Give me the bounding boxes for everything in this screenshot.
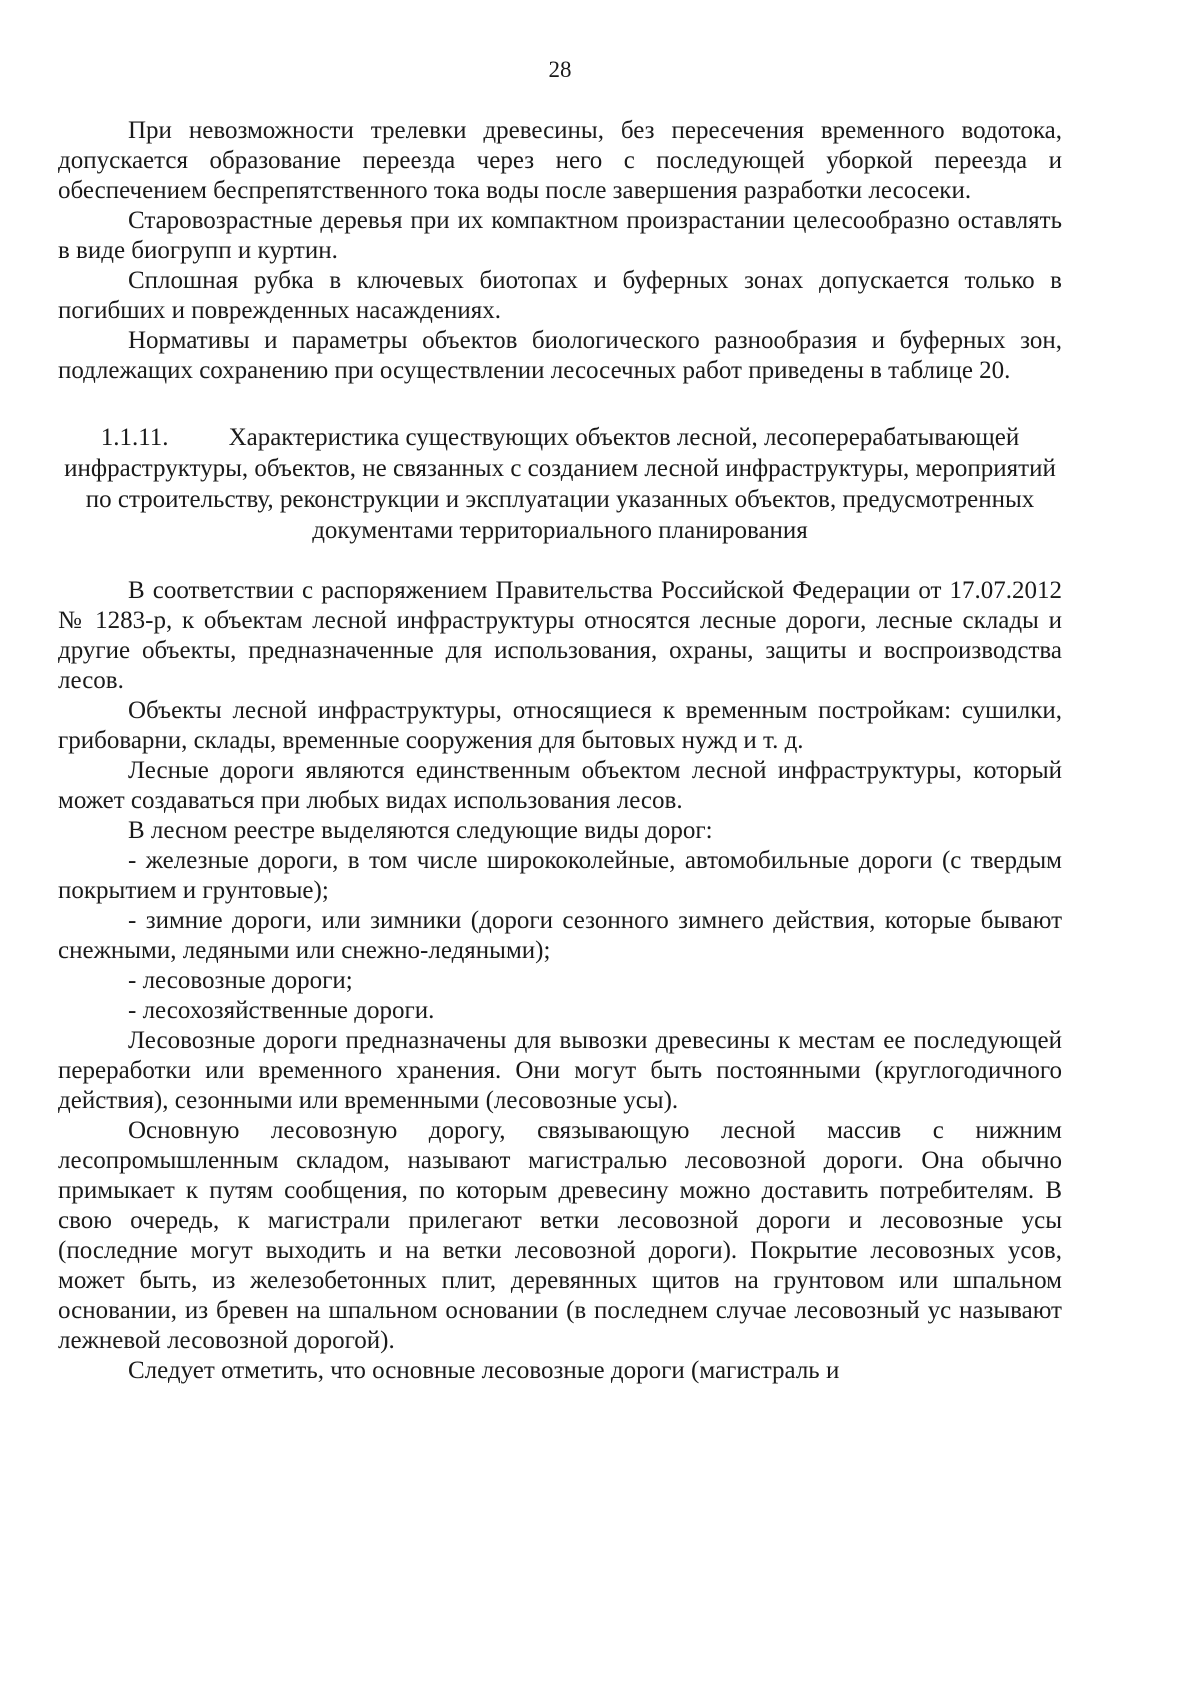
- section-title: Характеристика существующих объектов лесной, лесоперерабатывающей инфраструктуры, объектов, не связанных с созданием лесной инфраструктуры, мероприятий по строительству, реконструкции и эксплуатации указанных объектов, предусмотренных документами территориального планирования: [64, 424, 1056, 544]
- paragraph-logging-roads-purpose: Лесовозные дороги предназначены для вывозки древесины к местам ее последующей переработки или временного хранения. Они могут быть постоянными (круглогодичного действия), сезонными или временными (лесовозные усы).: [58, 1027, 1062, 1114]
- section-heading: [58, 422, 1062, 546]
- paragraph-road-types-intro: В лесном реестре выделяются следующие виды дорог:: [128, 817, 713, 844]
- paragraph-old-trees: Старовозрастные деревья при их компактном произрастании целесообразно оставлять в виде биогрупп и куртин.: [58, 207, 1062, 264]
- paragraph-main-road: Основную лесовозную дорогу, связывающую лесной массив с нижним лесопромышленным складом, называют магистралью лесовозной дороги. Она обычно примыкает к путям сообщения, по которым древесину можно доставить потребителям. В свою очередь, к магистрали прилегают ветки лесовозной дороги и лесовозные усы (последние могут выходить и на ветки лесовозной дороги). Покрытие лесовозных усов, может быть, из железобетонных плит, деревянных щитов на грунтовом или шпальном основании, из бревен на шпальном основании (в последнем случае лесовозный ус называют лежневой лесовозной дорогой).: [58, 1117, 1062, 1354]
- list-item-logging-roads: - лесовозные дороги;: [128, 967, 353, 994]
- page-number: 28: [548, 57, 572, 82]
- paragraph-clear-cutting: Сплошная рубка в ключевых биотопах и буферных зонах допускается только в погибших и поврежденных насаждениях.: [58, 267, 1062, 324]
- list-item-forestry-roads: - лесохозяйственные дороги.: [128, 997, 435, 1024]
- list-item-railways: - железные дороги, в том числе ширококолейные, автомобильные дороги (с твердым покрытием и грунтовые);: [58, 847, 1062, 904]
- list-item-winter-roads: - зимние дороги, или зимники (дороги сезонного зимнего действия, которые бывают снежными, ледяными или снежно-ледяными);: [58, 907, 1062, 964]
- paragraph-forest-roads: Лесные дороги являются единственным объектом лесной инфраструктуры, который может создаваться при любых видах использования лесов.: [58, 757, 1062, 814]
- section-body: [58, 576, 1062, 1386]
- paragraph-crossing: При невозможности трелевки древесины, без пересечения временного водотока, допускается образование переезда через него с последующей уборкой переезда и обеспечением беспрепятственного тока воды после завершения разработки лесосеки.: [58, 117, 1062, 204]
- paragraph-temporary-objects: Объекты лесной инфраструктуры, относящиеся к временным постройкам: сушилки, грибоварни, склады, временные сооружения для бытовых нужд и т. д.: [58, 697, 1062, 754]
- page-content: [58, 116, 1062, 1386]
- section-number: 1.1.11.: [100, 424, 169, 451]
- paragraph-infrastructure-definition: В соответствии с распоряжением Правительства Российской Федерации от 17.07.2012 № 1283-р, к объектам лесной инфраструктуры относятся лесные дороги, лесные склады и другие объекты, предназначенные для использования, охраны, защиты и воспроизводства лесов.: [58, 577, 1062, 694]
- paragraph-note-continued: Следует отметить, что основные лесовозные дороги (магистраль и: [128, 1357, 840, 1384]
- paragraph-norms-reference: Нормативы и параметры объектов биологического разнообразия и буферных зон, подлежащих сохранению при осуществлении лесосечных работ приведены в таблице 20.: [58, 327, 1062, 384]
